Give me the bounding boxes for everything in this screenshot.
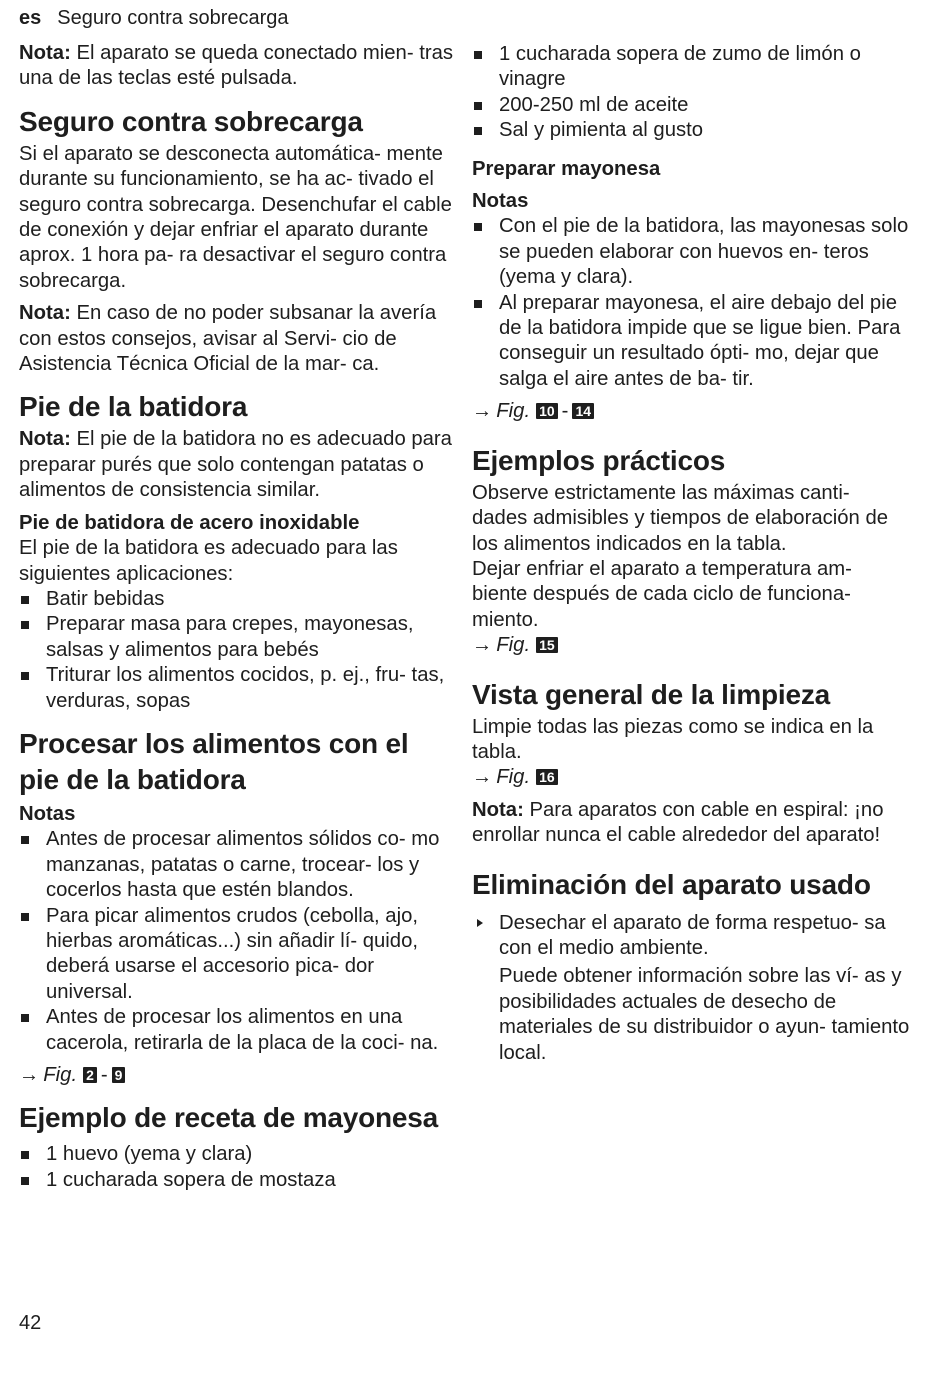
figure-number-badge: 14 xyxy=(572,403,594,419)
subheading-acero-inoxidable: Pie de batidora de acero inoxidable xyxy=(19,511,360,534)
list-item: 1 cucharada sopera de zumo de limón o vinagre xyxy=(472,42,910,93)
list-item: Batir bebidas xyxy=(19,587,455,612)
list-item: 1 cucharada sopera de mostaza xyxy=(19,1168,455,1193)
arrow-right-icon: → xyxy=(472,400,493,423)
list-item: Para picar alimentos crudos (cebolla, ajo, hierbas aromáticas...) sin añadir lí- quido, deberá usarse el accesorio pica- dor universal. xyxy=(19,904,455,1006)
list-item: Antes de procesar alimentos sólidos co- mo manzanas, patatas o carne, trocear- los y cocerlos hasta que estén blandos. xyxy=(19,827,455,903)
nota-label: Nota: xyxy=(19,302,71,325)
heading-procesar-alimentos: Procesar los alimentos con el pie de la batidora xyxy=(19,727,409,795)
list-item: Con el pie de la batidora, las mayonesas solo se pueden elaborar con huevos en- teros (yema y clara). xyxy=(472,214,910,290)
figure-number-badge: 9 xyxy=(112,1067,126,1083)
arrow-right-icon: → xyxy=(19,1064,40,1086)
list-item: Desechar el aparato de forma respetuo- sa con el medio ambiente. xyxy=(472,911,910,962)
nota-label: Nota: xyxy=(19,42,71,64)
figure-number-badge: 15 xyxy=(536,637,558,653)
figure-reference xyxy=(472,399,910,424)
figure-reference xyxy=(472,633,910,658)
heading-seguro-sobrecarga: Seguro contra sobrecarga xyxy=(19,105,363,137)
range-dash: - xyxy=(100,1064,108,1086)
range-dash: - xyxy=(561,400,569,423)
figure-number-badge: 10 xyxy=(536,403,558,419)
header-title: Seguro contra sobrecarga xyxy=(57,7,289,29)
list-item: Preparar masa para crepes, mayonesas, salsas y alimentos para bebés xyxy=(19,612,455,663)
arrow-right-icon: → xyxy=(472,766,493,789)
figure-reference xyxy=(472,765,910,790)
list-item: 1 huevo (yema y clara) xyxy=(19,1142,455,1167)
subheading-preparar-mayonesa: Preparar mayonesa xyxy=(472,157,661,180)
paragraph-enfriar: Dejar enfriar el aparato a temperatura am- biente después de cada ciclo de funciona- miento. xyxy=(472,557,852,631)
list-notas-mayonesa xyxy=(472,214,910,392)
nota-text: El aparato se queda conectado mien- tras una de las teclas esté pulsada. xyxy=(19,42,454,90)
figure-number-badge: 2 xyxy=(83,1067,97,1083)
list-eliminacion xyxy=(472,911,910,962)
nota-label: Nota: xyxy=(472,798,524,821)
right-column xyxy=(472,42,910,1073)
running-header xyxy=(19,5,289,31)
list-item: Triturar los alimentos cocidos, p. ej., fru- tas, verduras, sopas xyxy=(19,663,455,714)
nota-text: En caso de no poder subsanar la avería con estos consejos, avisar al Servi- cio de Asistencia Técnica Oficial de la mar- ca. xyxy=(19,302,437,376)
paragraph-desecho: Puede obtener información sobre las ví- as y posibilidades actuales de desecho de materiales de su distribuidor o ayun- tamiento local. xyxy=(499,965,910,1064)
list-ingredientes-cont xyxy=(472,42,910,144)
list-item: Sal y pimienta al gusto xyxy=(472,118,910,143)
heading-vista-limpieza: Vista general de la limpieza xyxy=(472,678,831,710)
paragraph-aplicaciones: El pie de la batidora es adecuado para las siguientes aplicaciones: xyxy=(19,537,398,585)
nota-connected xyxy=(19,41,455,92)
heading-eliminacion: Eliminación del aparato usado xyxy=(472,868,871,900)
list-ingredientes xyxy=(19,1142,455,1193)
list-item: Al preparar mayonesa, el aire debajo del pie de la batidora impide que se ligue bien. Para conseguir un resultado ópti- mo, dejar que salga el aire antes de ba- tir. xyxy=(472,291,910,393)
nota-label: Nota: xyxy=(19,428,71,451)
figure-number-badge: 16 xyxy=(536,769,558,785)
nota-text: El pie de la batidora no es adecuado para preparar purés que solo contengan patatas o alimentos de consistencia similar. xyxy=(19,428,452,502)
fig-label: Fig. xyxy=(496,400,531,423)
nota-text: Para aparatos con cable en espiral: ¡no enrollar nunca el cable alrededor del aparato! xyxy=(472,798,884,847)
paragraph-cantidades: Observe estrictamente las máximas canti- dades admisibles y tiempos de elaboración de los alimentos indicados en la tabla. xyxy=(472,481,889,555)
list-item: 200-250 ml de aceite xyxy=(472,93,910,118)
list-item: Antes de procesar los alimentos en una cacerola, retirarla de la placa de la coci- na. xyxy=(19,1005,455,1056)
fig-label: Fig. xyxy=(496,634,531,657)
fig-label: Fig. xyxy=(43,1064,78,1086)
nota-servicio xyxy=(19,301,455,377)
list-notas-procesar xyxy=(19,827,455,1056)
heading-pie-batidora: Pie de la batidora xyxy=(19,391,248,423)
fig-label: Fig. xyxy=(496,766,531,789)
subheading-notas: Notas xyxy=(472,190,529,213)
list-aplicaciones xyxy=(19,587,455,714)
subheading-notas: Notas xyxy=(19,802,76,825)
left-column xyxy=(19,41,455,1200)
page-number: 42 xyxy=(19,1312,42,1334)
arrow-right-icon: → xyxy=(472,634,493,657)
heading-receta-mayonesa: Ejemplo de receta de mayonesa xyxy=(19,1102,439,1134)
paragraph-sobrecarga: Si el aparato se desconecta automática- mente durante su funcionamiento, se ha ac- tivado el seguro contra sobrecarga. Desenchufar el cable de conexión y dejar enfriar el aparato durante aprox. 1 hora pa- ra desactivar el seguro contra sobrecarga. xyxy=(19,142,452,292)
heading-ejemplos-practicos: Ejemplos prácticos xyxy=(472,444,726,476)
figure-reference xyxy=(19,1063,455,1088)
language-code: es xyxy=(19,7,42,29)
paragraph-limpieza: Limpie todas las piezas como se indica en la tabla. xyxy=(472,715,874,763)
nota-pures xyxy=(19,427,455,503)
nota-cable-espiral xyxy=(472,798,910,849)
